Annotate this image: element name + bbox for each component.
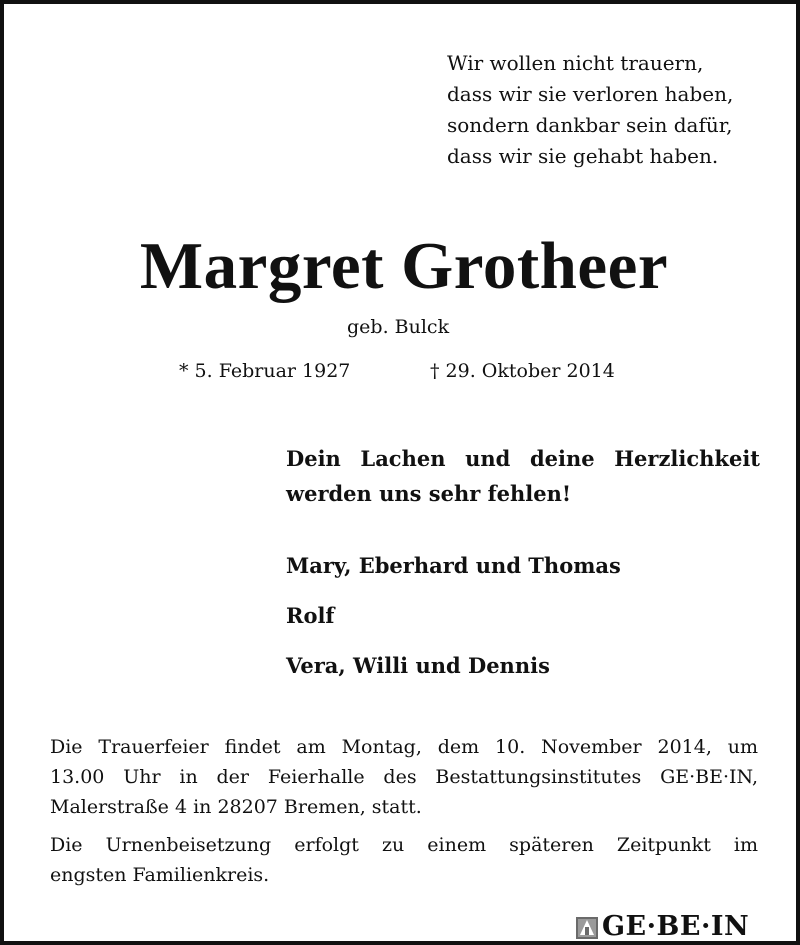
- burial-line: engsten Familienkreis.: [50, 864, 270, 886]
- deceased-name: Margret Grotheer: [139, 229, 669, 303]
- tribute-line: Dein Lachen und deine Herzlichkeit: [286, 446, 760, 471]
- birth-name: geb. Bulck: [347, 316, 450, 338]
- service-line: 13.00 Uhr in der Feierhalle des Bestattungsinstitutes GE·BE·IN,: [50, 766, 758, 788]
- funeral-service-info: [50, 732, 758, 822]
- poem-line: dass wir sie gehabt haben.: [447, 144, 719, 168]
- burial-line: Die Urnenbeisetzung erfolgt zu einem späteren Zeitpunkt im: [50, 834, 758, 856]
- gebein-logo: [572, 913, 753, 941]
- mourners-list: [286, 541, 621, 691]
- logo-wordmark: GE·BE·IN: [602, 911, 750, 942]
- birth-date: * 5. Februar 1927: [179, 360, 351, 382]
- poem: [447, 48, 767, 172]
- urn-burial-info: [50, 830, 758, 890]
- mourner-entry: Mary, Eberhard und Thomas: [286, 553, 621, 578]
- gebein-logo-mark-icon: [576, 915, 598, 939]
- mourner-entry: Vera, Willi und Dennis: [286, 653, 550, 678]
- poem-line: sondern dankbar sein dafür,: [447, 113, 733, 137]
- service-line: Die Trauerfeier findet am Montag, dem 10. November 2014, um: [50, 736, 758, 758]
- mourner-entry: Rolf: [286, 603, 335, 628]
- poem-line: Wir wollen nicht trauern,: [447, 51, 704, 75]
- death-date: † 29. Oktober 2014: [430, 360, 615, 382]
- tribute-line: werden uns sehr fehlen!: [286, 481, 572, 506]
- tribute-text: [286, 441, 760, 511]
- poem-line: dass wir sie verloren haben,: [447, 82, 734, 106]
- service-line: Malerstraße 4 in 28207 Bremen, statt.: [50, 796, 422, 818]
